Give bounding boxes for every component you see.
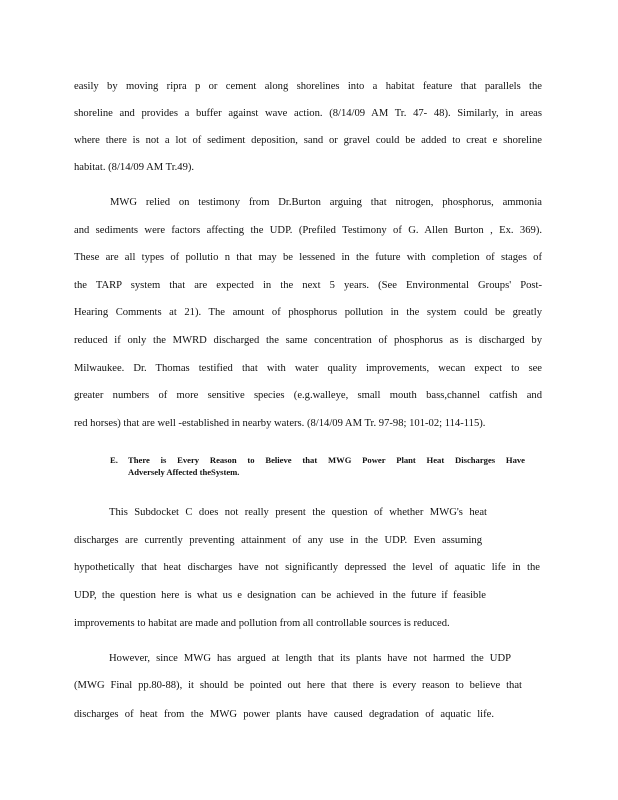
paragraph-line: (MWG Final pp.80-88), it should be pointed out here that there is every reason to believe that (74, 680, 522, 691)
paragraph-line: Hearing Comments at 21). The amount of phosphorus pollution in the system could be greatly (74, 307, 542, 318)
section-heading-marker: E. (110, 455, 118, 465)
paragraph-line: However, since MWG has argued at length that its plants have not harmed the UDP (109, 653, 511, 664)
paragraph-line: These are all types of pollutio n that may be lessened in the future with completion of stages of (74, 252, 542, 263)
paragraph-line: easily by moving ripra p or cement along shorelines into a habitat feature that parallels the (74, 81, 542, 92)
paragraph-line: where there is not a lot of sediment deposition, sand or gravel could be added to creat e shoreline (74, 135, 542, 146)
paragraph-line: This Subdocket C does not really present the question of whether MWG's heat (109, 507, 487, 518)
paragraph-line: reduced if only the MWRD discharged the same concentration of phosphorus as is discharged by (74, 335, 542, 346)
paragraph-line: red horses) that are well -established in nearby waters. (8/14/09 AM Tr. 97-98; 101-02; 114-115). (74, 418, 486, 429)
section-heading-line: Adversely Affected theSystem. (128, 467, 240, 477)
paragraph-line: shoreline and provides a buffer against wave action. (8/14/09 AM Tr. 47- 48). Similarly, in areas (74, 108, 542, 119)
paragraph-line: Milwaukee. Dr. Thomas testified that with water quality improvements, wecan expect to see (74, 363, 542, 374)
paragraph-line: habitat. (8/14/09 AM Tr.49). (74, 162, 195, 173)
paragraph-line: UDP, the question here is what us e designation can be achieved in the future if feasible (74, 590, 486, 601)
paragraph-line: greater numbers of more sensitive species (e.g.walleye, small mouth bass,channel catfish and (74, 390, 542, 401)
paragraph-line: the TARP system that are expected in the next 5 years. (See Environmental Groups' Post- (74, 280, 542, 291)
paragraph-line: discharges of heat from the MWG power plants have caused degradation of aquatic life. (74, 709, 494, 720)
paragraph-line: MWG relied on testimony from Dr.Burton arguing that nitrogen, phosphorus, ammonia (110, 197, 542, 208)
section-heading-line: There is Every Reason to Believe that MWG Power Plant Heat Discharges Have (128, 455, 525, 465)
paragraph-line: improvements to habitat are made and pollution from all controllable sources is reduced. (74, 618, 450, 629)
paragraph-line: and sediments were factors affecting the UDP. (Prefiled Testimony of G. Allen Burton , Ex. 369). (74, 225, 542, 236)
paragraph-line: hypothetically that heat discharges have not significantly depressed the level of aquatic life in the (74, 562, 540, 573)
paragraph-line: discharges are currently preventing attainment of any use in the UDP. Even assuming (74, 535, 482, 546)
